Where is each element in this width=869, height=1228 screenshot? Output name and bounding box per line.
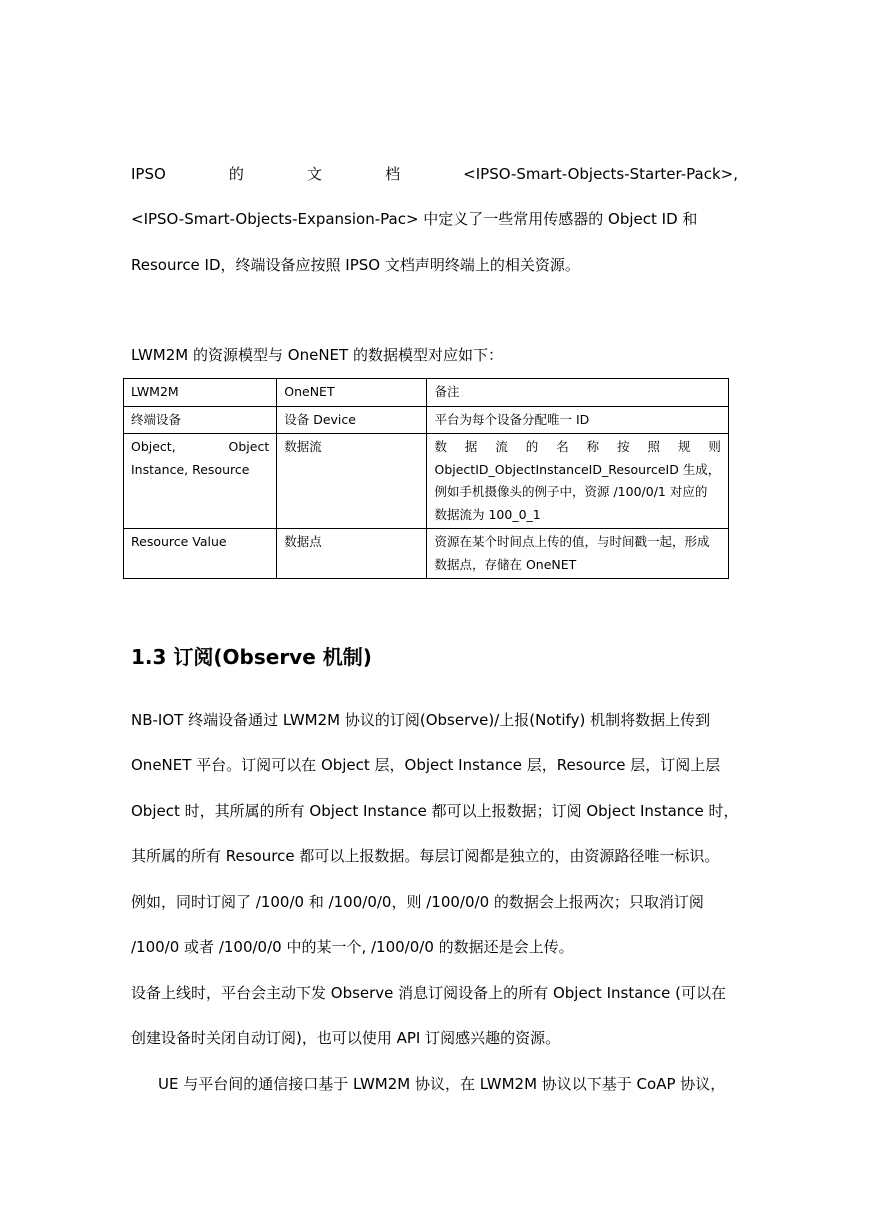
- section-heading: 1.3 订阅(Observe 机制): [131, 645, 372, 669]
- table-cell: [124, 434, 277, 529]
- para2-line: Object 时，其所属的所有 Object Instance 都可以上报数据；订阅 Object Instance 时，: [131, 802, 739, 820]
- char: 流: [495, 439, 508, 454]
- cell-line: 数据点，存储在 OneNET: [434, 556, 577, 572]
- char: 称: [586, 439, 600, 454]
- para1-line3: Resource ID，终端设备应按照 IPSO 文档声明终端上的相关资源。: [131, 256, 580, 274]
- header-cell: 备注: [427, 379, 729, 407]
- word: Object: [228, 439, 270, 454]
- table-row: [124, 529, 729, 579]
- para3-line: 设备上线时，平台会主动下发 Observe 消息订阅设备上的所有 Object Instance (可以在: [131, 984, 726, 1002]
- cell-line: [131, 436, 269, 459]
- table-cell: 设备 Device: [277, 406, 427, 434]
- para4-line: UE 与平台间的通信接口基于 LWM2M 协议，在 LWM2M 协议以下基于 CoAP 协议，: [158, 1075, 726, 1093]
- table-cell: 平台为每个设备分配唯一 ID: [427, 406, 729, 434]
- word: <IPSO-Smart-Objects-Starter-Pack>,: [463, 165, 738, 183]
- para3-line: 创建设备时关闭自动订阅)，也可以使用 API 订阅感兴趣的资源。: [131, 1029, 561, 1047]
- cell-line: ObjectID_ObjectInstanceID_ResourceID 生成，: [434, 461, 721, 477]
- cell-line: 数据流为 100_0_1: [434, 506, 541, 522]
- char: 则: [708, 439, 721, 454]
- char: 规: [677, 439, 691, 454]
- para2-line: 其所属的所有 Resource 都可以上报数据。每层订阅都是独立的，由资源路径唯一标识。: [131, 847, 720, 865]
- char: 据: [464, 439, 478, 454]
- table-cell: 终端设备: [124, 406, 277, 434]
- word: Object,: [131, 439, 176, 454]
- char: 按: [617, 439, 630, 454]
- word: 的: [228, 165, 244, 183]
- para2-line: NB-IOT 终端设备通过 LWM2M 协议的订阅(Observe)/上报(Notify) 机制将数据上传到: [131, 711, 711, 729]
- cell-line: 例如手机摄像头的例子中，资源 /100/0/1 对应的: [434, 484, 708, 499]
- table-cell: 数据流: [277, 434, 427, 529]
- char: 的: [525, 439, 539, 454]
- para2-line: OneNET 平台。订阅可以在 Object 层，Object Instance 层，Resource 层，订阅上层: [131, 756, 721, 774]
- word: 文: [306, 165, 322, 183]
- header-cell: OneNET: [277, 379, 427, 407]
- cell-line: [434, 436, 721, 459]
- header-cell: LWM2M: [124, 379, 277, 407]
- table-cell: 数据点: [277, 529, 427, 579]
- word: 档: [385, 165, 401, 183]
- table-cell: [427, 529, 729, 579]
- char: 名: [556, 439, 569, 454]
- char: 照: [647, 439, 661, 454]
- table-cell: [427, 434, 729, 529]
- table-row: [124, 434, 729, 529]
- cell-line: 资源在某个时间点上传的值，与时间戳一起，形成: [434, 534, 710, 549]
- para2-line: /100/0 或者 /100/0/0 中的某一个, /100/0/0 的数据还是会上传。: [131, 938, 574, 956]
- table-row: [124, 406, 729, 434]
- para1-line1: [131, 164, 738, 184]
- table-header-row: [124, 379, 729, 407]
- model-mapping-table: [123, 378, 729, 579]
- table-intro: LWM2M 的资源模型与 OneNET 的数据模型对应如下：: [131, 346, 503, 364]
- word: IPSO: [131, 165, 166, 183]
- char: 数: [434, 439, 447, 454]
- cell-line: Instance, Resource: [131, 461, 250, 477]
- para1-line2: <IPSO-Smart-Objects-Expansion-Pac> 中定义了一些常用传感器的 Object ID 和: [131, 210, 698, 228]
- para2-line: 例如，同时订阅了 /100/0 和 /100/0/0，则 /100/0/0 的数据会上报两次；只取消订阅: [131, 893, 704, 911]
- table-cell: Resource Value: [124, 529, 277, 579]
